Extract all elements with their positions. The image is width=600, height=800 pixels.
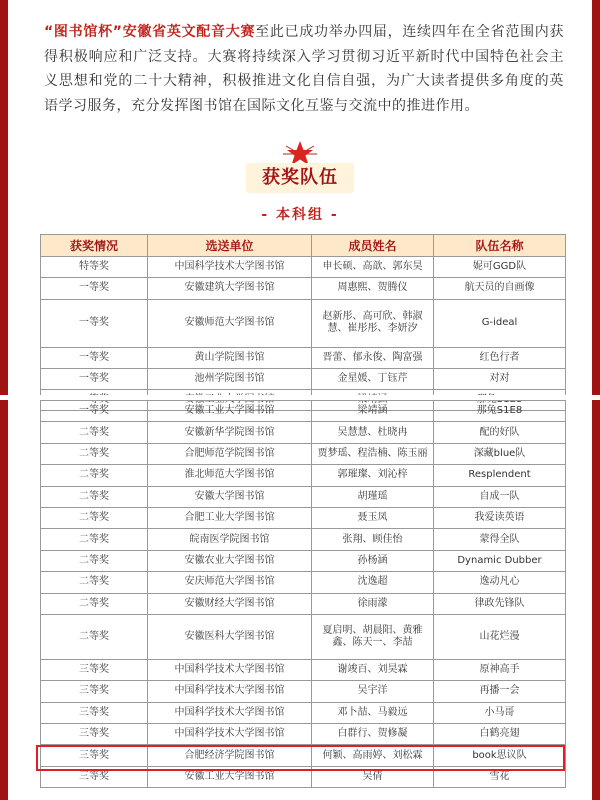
cell-award: 二等奖 [41,572,148,593]
cell-award: 三等奖 [41,681,148,702]
cell-members: 吴宇洋 [312,681,434,702]
cell-team: 小马哥 [434,702,566,723]
section-title: 获奖队伍 [246,163,354,193]
table-row [41,702,566,723]
cell-unit: 黄山学院图书馆 [148,347,312,368]
table-row [41,681,566,702]
cell-team: 蒙得全队 [434,529,566,550]
table-row [41,257,566,278]
cell-members: 聂玉凤 [312,507,434,528]
cell-members: 晋蕾、郁永俊、陶富强 [312,347,434,368]
cell-members: 夏启明、胡晨阳、黄雅鑫、陈天一、李喆 [312,614,434,659]
cell-unit: 合肥师范学院图书馆 [148,443,312,464]
cell-unit: 安徽财经大学图书馆 [148,593,312,614]
cell-unit: 合肥经济学院图书馆 [148,745,312,766]
right-red-border [592,0,600,800]
cell-award: 一等奖 [41,299,148,347]
table-row [41,550,566,571]
table-row [41,422,566,443]
cell-members: 徐雨濛 [312,593,434,614]
cell-award: 二等奖 [41,529,148,550]
cell-unit: 安徽师范大学图书馆 [148,299,312,347]
cell-members: 白群行、贺修凝 [312,724,434,745]
cell-team: 对对 [434,368,566,389]
cell-members: 何颖、高雨婷、刘松霖 [312,745,434,766]
table-row [41,593,566,614]
cell-team: 深藏blue队 [434,443,566,464]
cell-team: 配的好队 [434,422,566,443]
cell-members: 贾梦瑶、程浩楠、陈玉丽 [312,443,434,464]
event-name: 安徽省英文配音大赛 [122,24,256,40]
cell-award: 二等奖 [41,443,148,464]
cell-team: G-ideal [434,299,566,347]
left-red-border [0,0,8,800]
cell-members: 胡瑾瑶 [312,486,434,507]
cell-members: 吴慧慧、杜晓冉 [312,422,434,443]
table-row [41,507,566,528]
cell-unit: 合肥工业大学图书馆 [148,507,312,528]
cell-members: 郭璀璨、刘沁梓 [312,465,434,486]
cell-unit: 安徽工业大学图书馆 [148,401,312,422]
cell-award: 一等奖 [41,347,148,368]
table-row-highlighted [41,745,566,766]
table-row [41,278,566,299]
cell-award: 三等奖 [41,659,148,680]
cell-team: 白鹤亮翅 [434,724,566,745]
cell-members: 赵新彤、高可欣、韩淑慧、崔彤彤、李妍汐 [312,299,434,347]
table-row [41,659,566,680]
table-row [41,368,566,389]
cell-unit: 中国科学技术大学图书馆 [148,724,312,745]
intro-text: 至此已成功举办四届，连续四年在全省范围内获得积极响应和广泛支持。大赛将持续深入学习贯彻习近平新时代中国特色社会主义思想和党的二十大精神，积极推进文化自信自强，为广大读者提供多角度的英语学习服务，充分发挥图书馆在国际文化互鉴与交流中的推进作用。 [44,24,565,114]
awards-table-bottom [40,400,565,800]
cell-team: 红色行者 [434,347,566,368]
header-team: 队伍名称 [434,235,566,257]
cell-members: 金星媛、丁钰芹 [312,368,434,389]
cell-team: 航天员的自画像 [434,278,566,299]
cell-members: 孙杨涵 [312,550,434,571]
cell-team: Resplendent [434,465,566,486]
intro-paragraph [44,20,564,118]
cell-unit: 皖南医学院图书馆 [148,529,312,550]
cell-award: 二等奖 [41,507,148,528]
cell-award: 二等奖 [41,614,148,659]
cell-team: book思议队 [434,745,566,766]
cell-members: 谢竣百、刘昊霖 [312,659,434,680]
awards-table-top [40,234,565,395]
cell-unit: 中国科学技术大学图书馆 [148,702,312,723]
cell-award: 一等奖 [41,368,148,389]
cell-team: 逸动凡心 [434,572,566,593]
cell-members: 吴倩 [312,766,434,787]
table-row [41,401,566,422]
header-unit: 选送单位 [148,235,312,257]
table-row [41,766,566,787]
cell-unit: 安徽医科大学图书馆 [148,614,312,659]
cell-team: Dynamic Dubber [434,550,566,571]
header-members: 成员姓名 [312,235,434,257]
cell-unit: 池州学院图书馆 [148,368,312,389]
cell-unit: 安徽农业大学图书馆 [148,550,312,571]
cell-members: 张翔、顾佳怡 [312,529,434,550]
cell-unit: 安徽工业大学图书馆 [148,766,312,787]
cell-unit: 安徽新华学院图书馆 [148,422,312,443]
table-row [41,443,566,464]
cell-members: 周惠熙、贺腾仪 [312,278,434,299]
cell-team: 律政先锋队 [434,593,566,614]
table-row [41,724,566,745]
category-subtitle: - 本科组 - [261,207,339,223]
cell-team: 再播一会 [434,681,566,702]
cell-unit: 淮北师范大学图书馆 [148,465,312,486]
table-row [41,614,566,659]
table-row [41,529,566,550]
cell-unit: 安庆师范大学图书馆 [148,572,312,593]
table-row [41,486,566,507]
cell-unit: 中国科学技术大学图书馆 [148,681,312,702]
cell-award: 二等奖 [41,422,148,443]
cell-award: 一等奖 [41,401,148,422]
cell-unit: 安徽建筑大学图书馆 [148,278,312,299]
cell-team: 妮可GGD队 [434,257,566,278]
cell-members: 邓卜喆、马毅远 [312,702,434,723]
cell-team: 自成一队 [434,486,566,507]
cell-members: 梁靖涵 [312,401,434,422]
cell-members: 沈逸超 [312,572,434,593]
table-row [41,299,566,347]
cell-award: 二等奖 [41,593,148,614]
cell-award: 三等奖 [41,745,148,766]
table-header-row [41,235,566,257]
cell-team: 原神高手 [434,659,566,680]
cell-award: 二等奖 [41,486,148,507]
cell-team: 山花烂漫 [434,614,566,659]
cell-team: 雪花 [434,766,566,787]
cell-award: 二等奖 [41,465,148,486]
header-award: 获奖情况 [41,235,148,257]
cell-award: 三等奖 [41,724,148,745]
cell-unit: 中国科学技术大学图书馆 [148,659,312,680]
cell-award: 三等奖 [41,702,148,723]
table-row [41,572,566,593]
cell-award: 特等奖 [41,257,148,278]
cell-unit: 安徽大学图书馆 [148,486,312,507]
cell-award: 二等奖 [41,550,148,571]
cell-award: 三等奖 [41,766,148,787]
table-row [41,465,566,486]
cell-unit: 中国科学技术大学图书馆 [148,257,312,278]
cup-name: “图书馆杯” [44,24,123,40]
table-row [41,347,566,368]
cell-members: 申长硕、高歆、郭东昊 [312,257,434,278]
cell-team: 我爱读英语 [434,507,566,528]
cell-award: 一等奖 [41,278,148,299]
cell-team: 那兔S1E8 [434,401,566,422]
